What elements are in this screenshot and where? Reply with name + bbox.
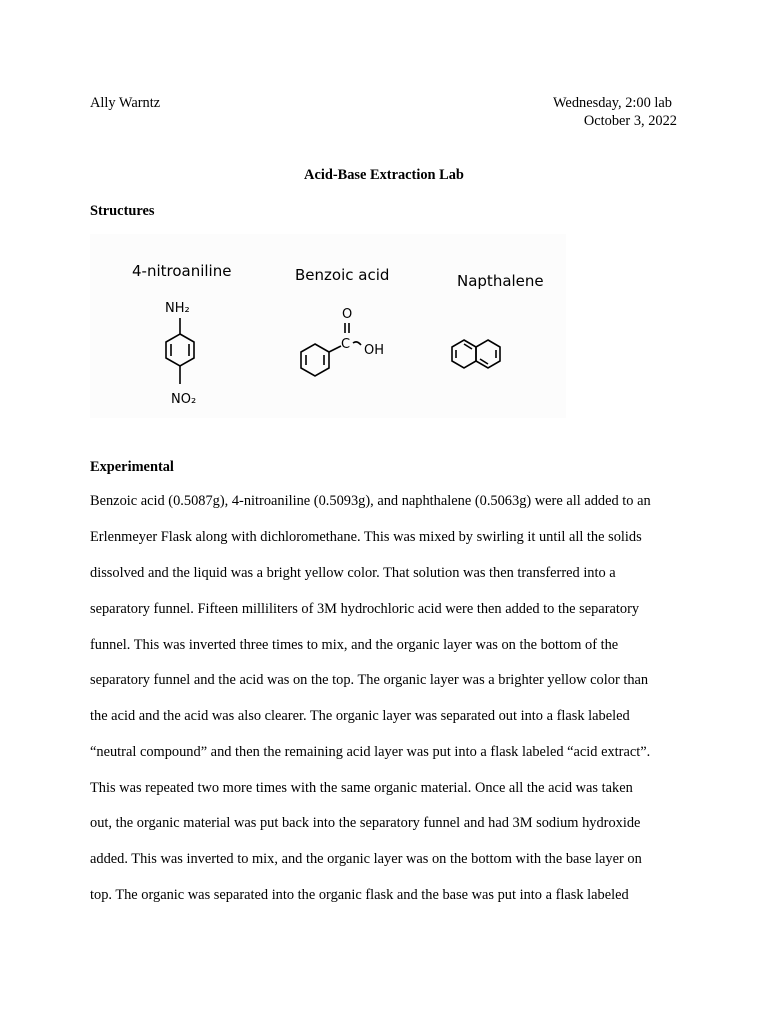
paragraph-line: added. This was inverted to mix, and the organic layer was on the bottom with the base layer on <box>90 851 642 867</box>
paragraph-line: the acid and the acid was also clearer. The organic layer was separated out into a flask labeled <box>90 708 630 724</box>
structures-heading: Structures <box>90 203 155 219</box>
nitroaniline-no2: NO₂ <box>171 392 197 407</box>
page-title: Acid-Base Extraction Lab <box>304 167 464 183</box>
label-benzoic-acid: Benzoic acid <box>295 266 390 284</box>
paragraph-line: out, the organic material was put back into the separatory funnel and had 3M sodium hydroxide <box>90 815 641 831</box>
benzoic-carbon: C <box>341 337 351 352</box>
paragraph-line: funnel. This was inverted three times to mix, and the organic layer was on the bottom of the <box>90 637 619 653</box>
paragraph-line: dissolved and the liquid was a bright yellow color. That solution was then transferred into a <box>90 565 616 581</box>
lab-date: October 3, 2022 <box>583 113 677 129</box>
paragraph-line: “neutral compound” and then the remaining acid layer was put into a flask labeled “acid extract”. <box>90 744 651 760</box>
benzoic-oxygen: O <box>342 307 353 322</box>
paragraph-line: This was repeated two more times with the same organic material. Once all the acid was taken <box>90 780 633 796</box>
label-4-nitroaniline: 4-nitroaniline <box>132 262 232 280</box>
benzoic-oh: OH <box>364 343 385 358</box>
structures-figure <box>90 234 566 418</box>
paragraph-line: top. The organic was separated into the organic flask and the base was put into a flask labeled <box>90 887 629 903</box>
experimental-heading: Experimental <box>90 459 174 475</box>
lab-session: Wednesday, 2:00 lab <box>553 95 672 111</box>
paragraph-line: separatory funnel and the acid was on the top. The organic layer was a brighter yellow color than <box>90 672 649 688</box>
author-name: Ally Warntz <box>90 95 161 111</box>
nitroaniline-nh2: NH₂ <box>165 301 190 316</box>
label-napthalene: Napthalene <box>457 272 544 290</box>
paragraph-line: Benzoic acid (0.5087g), 4-nitroaniline (0.5093g), and naphthalene (0.5063g) were all added to an <box>90 493 651 509</box>
paragraph-line: separatory funnel. Fifteen milliliters of 3M hydrochloric acid were then added to the separatory <box>90 601 640 617</box>
paragraph-line: Erlenmeyer Flask along with dichloromethane. This was mixed by swirling it until all the solids <box>90 529 642 545</box>
